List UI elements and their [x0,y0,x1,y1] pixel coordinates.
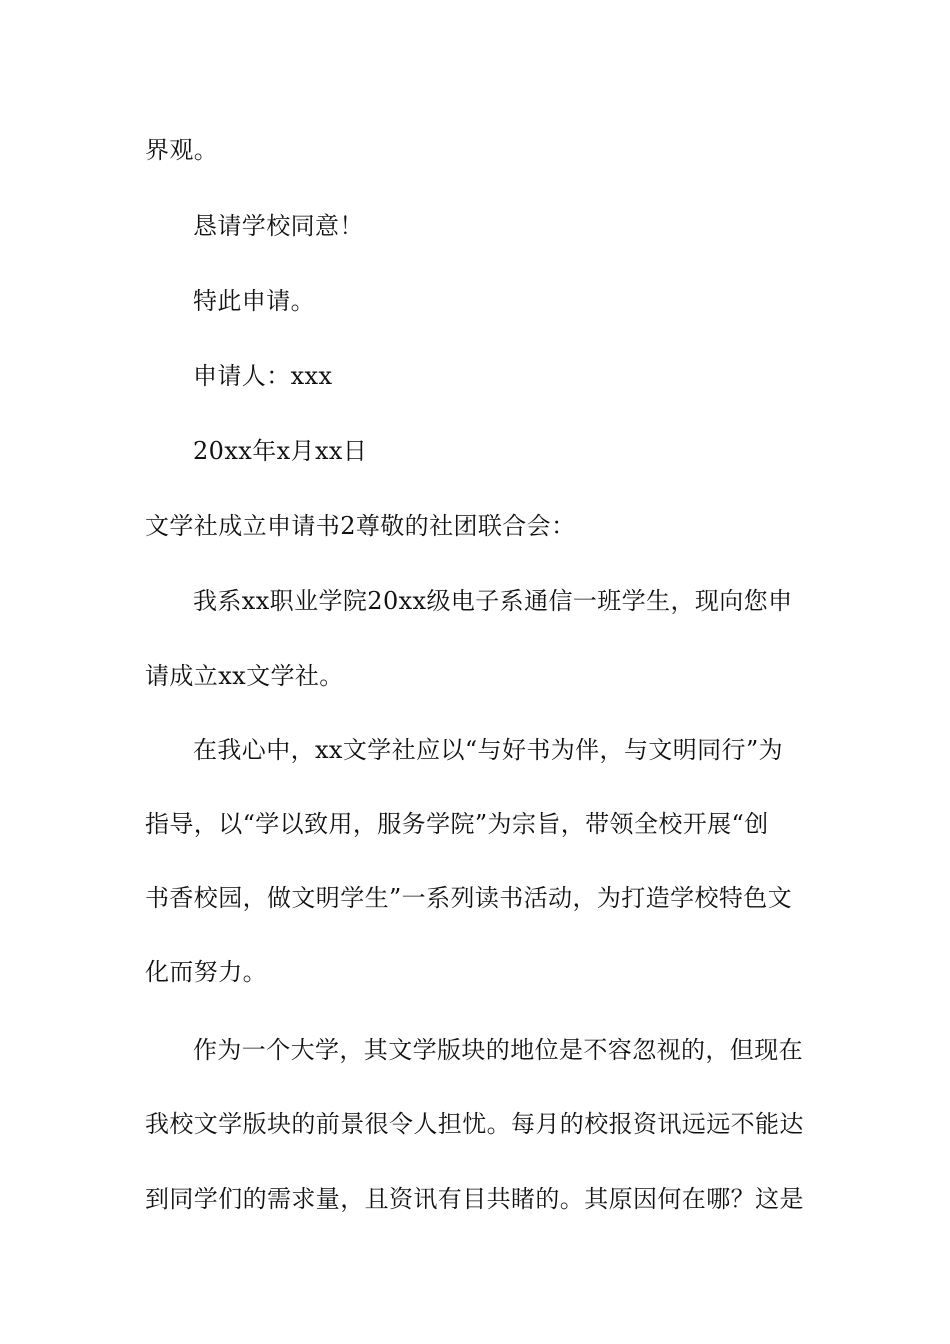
text-line: 界观。 [145,136,219,164]
text-line: 指导，以“学以致用，服务学院”为宗旨，带领全校开展“创 [145,810,769,838]
heading-line: 文学社成立申请书2尊敬的社团联合会： [145,512,576,540]
text-line: 请成立xx文学社。 [145,662,344,690]
text-line: 特此申请。 [193,287,315,315]
text-line: 书香校园，做文明学生”一系列读书活动，为打造学校特色文 [145,884,793,912]
text-line: 我系xx职业学院20xx级电子系通信一班学生，现向您申 [193,587,793,615]
text-line: 到同学们的需求量，且资讯有目共睹的。其原因何在哪？这是 [145,1185,804,1213]
date-line: 20xx年x月xx日 [193,437,368,465]
text-line: 恳请学校同意！ [193,212,364,240]
text-line: 作为一个大学，其文学版块的地位是不容忽视的，但现在 [193,1036,803,1064]
text-line: 化而努力。 [145,958,267,986]
signature-line: 申请人：xxx [193,362,333,390]
text-line: 我校文学版块的前景很令人担忧。每月的校报资讯远远不能达 [145,1110,804,1138]
text-line: 在我心中，xx文学社应以“与好书为伴，与文明同行”为 [193,736,784,764]
